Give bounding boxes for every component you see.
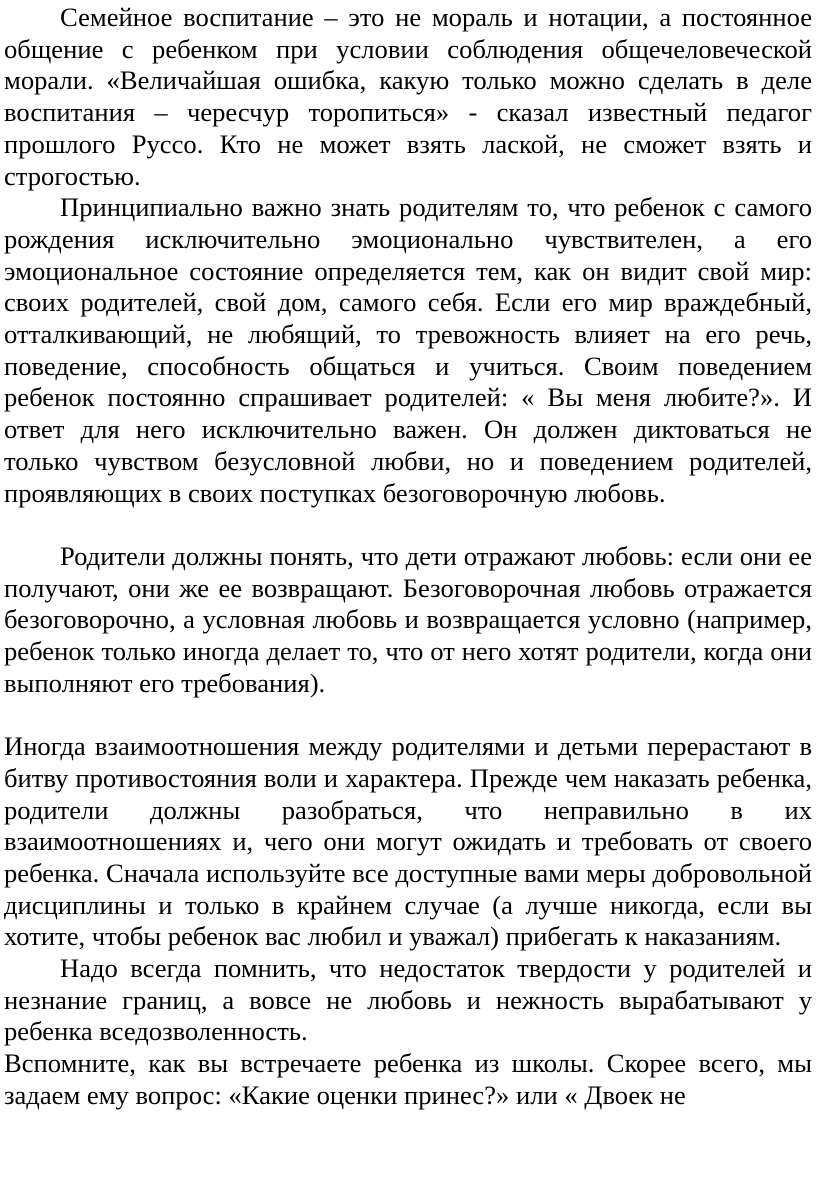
paragraph-spacer <box>4 699 812 731</box>
paragraph-firmness: Надо всегда помнить, что недостаток твердости у родителей и незнание границ, а вовсе не любовь и нежность вырабатывают у ребенка вседозволенность. <box>4 953 812 1047</box>
paragraph-relationship-conflict: Иногда взаимоотношения между родителями и детьми перерастают в битву противостояния воли и характера. Прежде чем наказать ребенка, родители должны разобраться, что неправильно в их взаимоотношениях и, чего они могут ожидать и требовать от своего ребенка. Сначала используйте все доступные вами меры добровольной дисциплины и только в крайнем случае (а лучше никогда, если вы хотите, чтобы ребенок вас любил и уважал) прибегать к наказаниям. <box>4 731 812 952</box>
paragraph-spacer <box>4 509 812 541</box>
paragraph-emotional-sensitivity: Принципиально важно знать родителям то, что ребенок с самого рождения исключительно эмоционально чувствителен, а его эмоциональное состояние определяется тем, как он видит свой мир: своих родителей, свой дом, самого себя. Если его мир враждебный, отталкивающий, не любящий, то тревожность влияет на его речь, поведение, способность общаться и учиться. Своим поведением ребенок постоянно спрашивает родителей: « Вы меня любите?». И ответ для него исключительно важен. Он должен диктоваться не только чувством безусловной любви, но и поведением родителей, проявляющих в своих поступках безоговорочную любовь. <box>4 192 812 508</box>
paragraph-school-meeting: Вспомните, как вы встречаете ребенка из школы. Скорее всего, мы задаем ему вопрос: «Какие оценки принес?» или « Двоек не <box>4 1048 812 1110</box>
paragraph-family-upbringing: Семейное воспитание – это не мораль и нотации, а постоянное общение с ребенком при условии соблюдения общечеловеческой морали. «Величайшая ошибка, какую только можно сделать в деле воспитания – чересчур торопиться» - сказал известный педагог прошлого Руссо. Кто не может взять лаской, не сможет взять и строгостью. <box>4 2 812 191</box>
paragraph-reflected-love: Родители должны понять, что дети отражают любовь: если они ее получают, они же ее возвращают. Безоговорочная любовь отражается безоговорочно, а условная любовь и возвращается условно (например, ребенок только иногда делает то, что от него хотят родители, когда они выполняют его требования). <box>4 540 812 698</box>
document-page <box>4 2 812 1112</box>
